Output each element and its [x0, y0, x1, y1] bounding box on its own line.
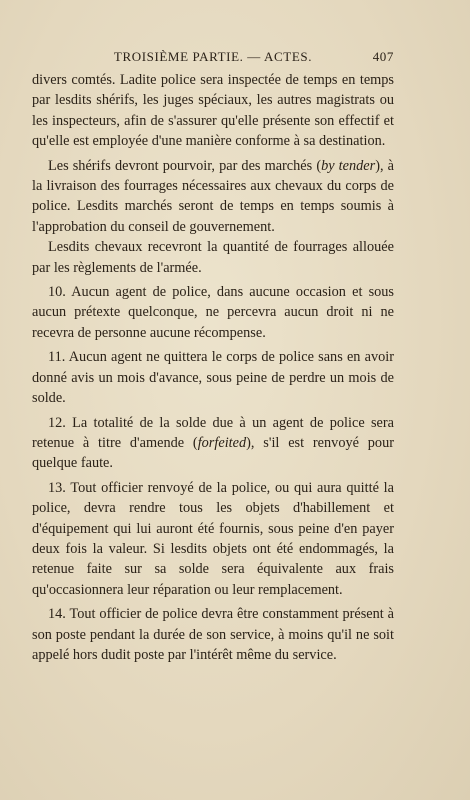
paragraph — [32, 70, 394, 152]
text-run: 13. Tout officier renvoyé de la police, ou qui aura quitté la police, devra rendre tous les objets d'habillement et d'équipement qui lui auront été fournis, sous peine d'en payer deux fois la valeur. Si lesdits objets ont été endommagés, la retenue faite sur sa solde sera équivalente aux frais qu'occasionnera leur réparation ou leur remplacement. — [32, 479, 394, 598]
text-run: Les shérifs devront pourvoir, par des marchés ( — [48, 157, 322, 174]
running-title: TROISIÈME PARTIE. — ACTES. — [113, 49, 313, 64]
text-run: 12. La totalité de la solde due à un agent de police sera retenue à titre d'amende ( — [32, 414, 394, 451]
text-run: ), s'il est renvoyé pour quelque faute. — [32, 434, 394, 472]
text-run: 14. Tout officier de police devra être constamment présent à son poste pendant la durée de son service, à moins qu'il ne soit appelé hors dudit poste par l'intérêt même du service. — [32, 606, 394, 663]
paragraph — [32, 347, 394, 408]
paragraph — [32, 604, 394, 665]
italic-term: forfeited — [197, 434, 247, 451]
body-text — [32, 70, 394, 665]
italic-term: by tender — [321, 157, 376, 174]
text-run: Lesdits chevaux recevront la quantité de fourrages allouée par les règlements de l'armée. — [32, 239, 394, 276]
paragraph — [32, 282, 394, 343]
paragraph — [32, 413, 394, 474]
running-header — [32, 49, 394, 69]
text-run: divers comtés. Ladite police sera inspectée de temps en temps par lesdits shérifs, les juges spéciaux, les autres magistrats ou les inspecteurs, afin de s'assurer qu'elle présente son effectif et qu'elle est employée d'une manière conforme à sa destination. — [32, 72, 394, 150]
text-run: 11. Aucun agent ne quittera le corps de police sans en avoir donné avis un mois d'avance, sous peine de perdre un mois de solde. — [32, 349, 394, 407]
text-run: 10. Aucun agent de police, dans aucune occasion et sous aucun prétexte quelconque, ne percevra aucun droit ni ne recevra de personne aucune récompense. — [32, 284, 394, 341]
paragraph — [32, 156, 394, 238]
text-run: ), à la livraison des fourrages nécessaires aux chevaux du corps de police. Lesdits marchés seront de temps en temps soumis à l'approbation du conseil de gouvernement. — [32, 157, 394, 235]
paragraph — [32, 237, 394, 278]
paragraph — [32, 478, 394, 600]
page-number: 407 — [372, 49, 394, 64]
